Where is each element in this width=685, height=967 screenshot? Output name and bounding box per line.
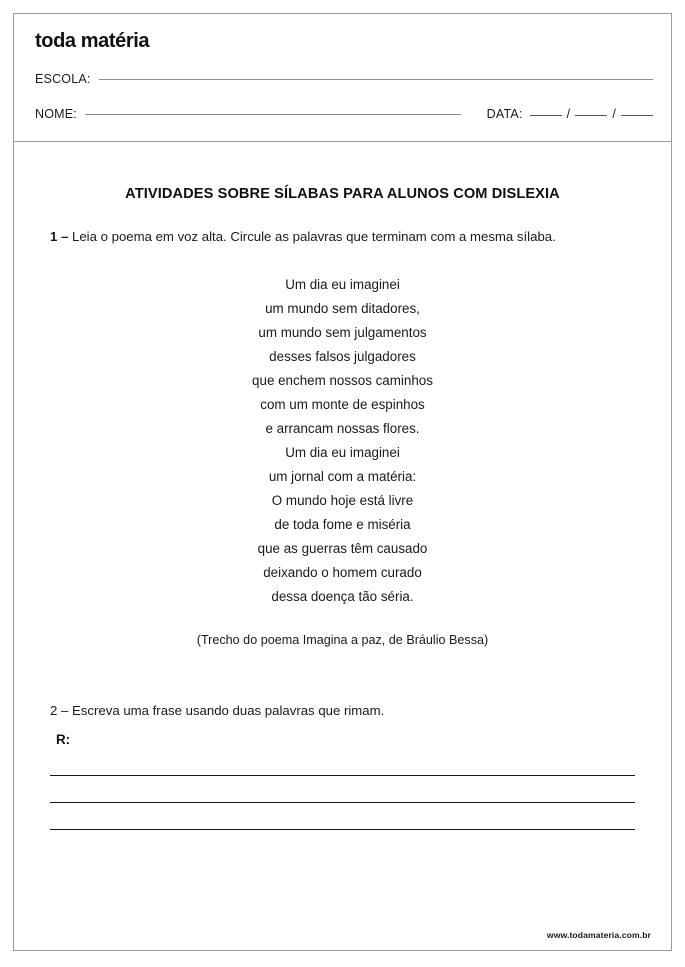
poem-line: deixando o homem curado — [263, 564, 422, 580]
nome-label: NOME: — [35, 107, 77, 121]
escola-input-line[interactable] — [99, 79, 653, 80]
answer-line-1[interactable] — [50, 749, 635, 776]
poem-line: desses falsos julgadores — [269, 348, 416, 364]
data-year-blank[interactable] — [621, 115, 653, 116]
answer-line-2[interactable] — [50, 776, 635, 803]
poem-credit: (Trecho do poema Imagina a paz, de Bráulio Bessa) — [196, 632, 489, 647]
nome-field-row — [35, 107, 653, 121]
question-2-number: 2 – — [50, 702, 69, 718]
nome-input-line[interactable] — [85, 114, 461, 115]
data-month-blank[interactable] — [575, 115, 607, 116]
date-separator-2: / — [612, 107, 616, 121]
worksheet-content — [14, 186, 671, 830]
poem-block — [14, 273, 671, 609]
poem-line: que enchem nossos caminhos — [252, 372, 433, 388]
question-2 — [50, 703, 635, 718]
poem-line: e arrancam nossas flores. — [265, 420, 420, 436]
poem-line: O mundo hoje está livre — [271, 492, 414, 508]
data-field-group — [487, 107, 653, 121]
question-1-text: Leia o poema em voz alta. Circule as palavras que terminam com a mesma sílaba. — [72, 229, 556, 244]
footer-url: www.todamateria.com.br — [546, 930, 651, 940]
poem-line: um mundo sem ditadores, — [265, 300, 420, 316]
worksheet-header — [14, 14, 671, 142]
date-separator-1: / — [566, 107, 571, 121]
answer-label: R: — [56, 731, 71, 747]
poem-line: que as guerras têm causado — [257, 540, 428, 556]
brand-logo: toda matéria — [35, 30, 150, 52]
answer-line-3[interactable] — [50, 803, 635, 830]
escola-field-row — [35, 72, 653, 86]
page-title: ATIVIDADES SOBRE SÍLABAS PARA ALUNOS COM DISLEXIA — [125, 186, 560, 202]
worksheet-page — [13, 13, 672, 951]
poem-line: um jornal com a matéria: — [268, 468, 417, 484]
poem-line: com um monte de espinhos — [260, 396, 425, 412]
poem-line: Um dia eu imaginei — [285, 444, 400, 460]
question-1 — [50, 228, 635, 247]
question-2-text: Escreva uma frase usando duas palavras que rimam. — [72, 702, 385, 718]
data-day-blank[interactable] — [530, 115, 562, 116]
poem-line: de toda fome e miséria — [274, 516, 411, 532]
poem-line: dessa doença tão séria. — [271, 588, 414, 604]
escola-label: ESCOLA: — [35, 72, 91, 86]
poem-line: um mundo sem julgamentos — [258, 324, 427, 340]
question-1-number: 1 – — [50, 229, 69, 244]
poem-line: Um dia eu imaginei — [285, 276, 400, 292]
data-label: DATA: — [486, 107, 523, 121]
answer-block — [50, 732, 635, 830]
